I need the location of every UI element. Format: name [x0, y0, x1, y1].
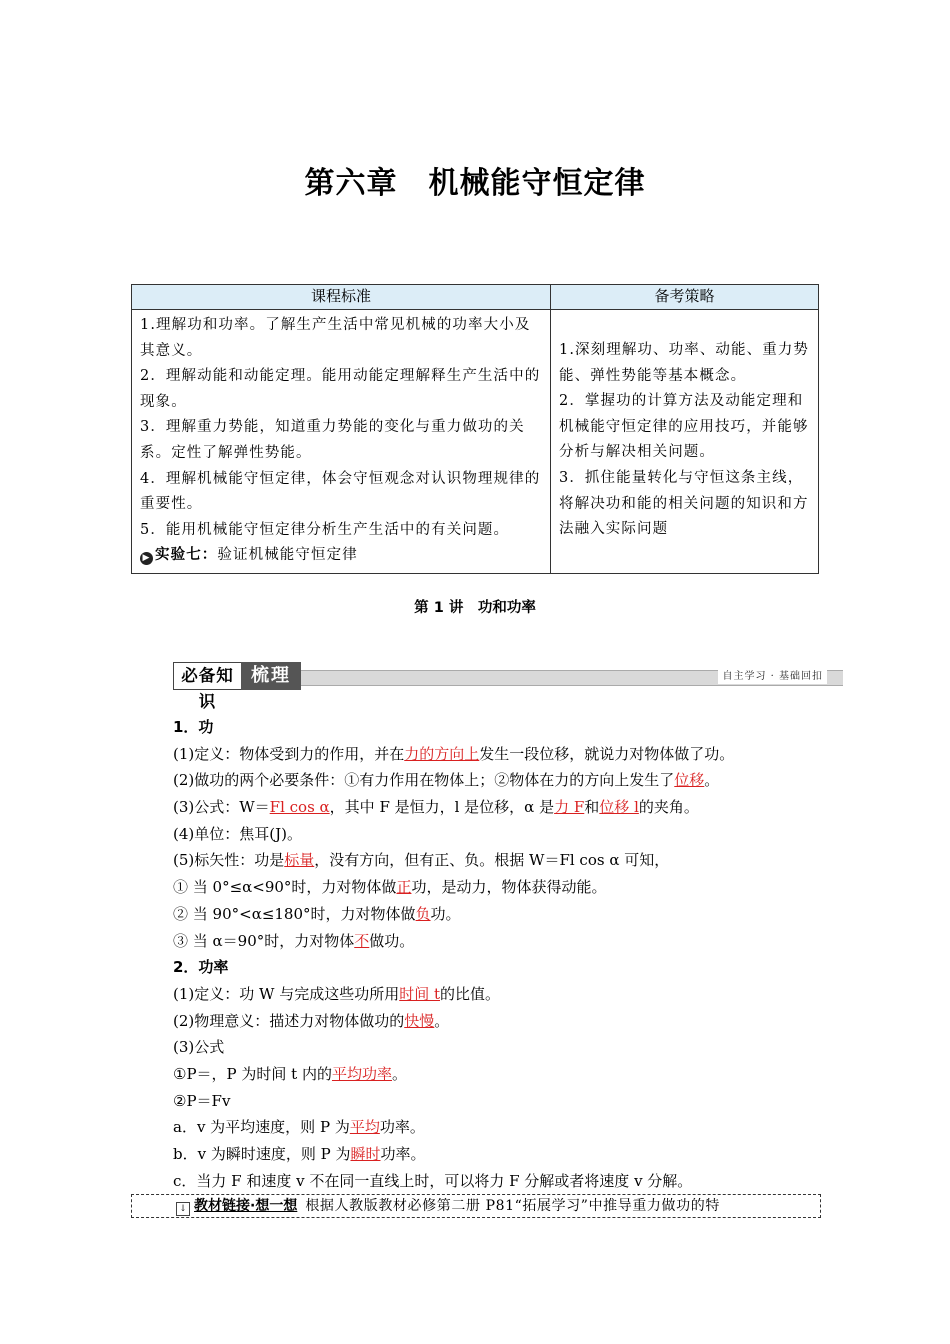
answer-blank: 位移	[674, 771, 705, 790]
curriculum-table	[131, 284, 819, 574]
text-line: (5)标矢性：功是标量，没有方向，但有正、负。根据 W＝Fl cos α 可知，	[173, 851, 670, 870]
text-line: (3)公式	[173, 1038, 225, 1057]
strategy-item: 1.深刻理解功、功率、动能、重力势能、弹性势能等基本概念。	[559, 342, 810, 384]
answer-blank: 平均	[349, 1118, 380, 1137]
answer-blank: 负	[415, 904, 431, 923]
table-header-strategy: 备考策略	[551, 285, 819, 310]
strategy-item: 3．抓住能量转化与守恒这条主线，将解决功和能的相关问题的知识和方法融入实际问题	[559, 469, 809, 538]
lecture-title: 第 1 讲 功和功率	[414, 600, 536, 616]
textbook-link-label: 教材链接·想一想	[194, 1198, 298, 1214]
answer-blank: 标量	[284, 851, 315, 870]
experiment-item	[140, 543, 544, 569]
answer-blank: 位移 l	[599, 798, 639, 817]
answer-blank: 正	[396, 878, 412, 897]
text-line: ② 当 90°<α≤180°时，力对物体做负功。	[173, 904, 461, 923]
section-heading-work: 1．功	[173, 718, 214, 736]
banner-label: 必备知识	[173, 662, 242, 690]
banner-highlight: 梳理	[241, 662, 301, 690]
strategy-cell	[551, 310, 819, 574]
chapter-title: 第六章 机械能守恒定律	[304, 166, 646, 201]
answer-blank: 平均功率	[331, 1064, 392, 1083]
standard-item: 1.理解功和功率。了解生产生活中常见机械的功率大小及其意义。	[140, 317, 531, 359]
textbook-link-text: 根据人教版教材必修第二册 P81“拓展学习”中推导重力做功的特	[305, 1198, 720, 1214]
text-line: a．v 为平均速度，则 P 为平均功率。	[173, 1118, 425, 1137]
textbook-link-box	[131, 1194, 821, 1218]
text-line: (4)单位：焦耳(J)。	[173, 824, 302, 843]
text-line: ②P＝Fv	[173, 1091, 231, 1110]
experiment-label: 实验七：	[155, 547, 218, 564]
strategy-item: 2．掌握功的计算方法及动能定理和机械能守恒定律的应用技巧，并能够分析与解决相关问题。	[559, 393, 809, 461]
text-line: (2)做功的两个必要条件：①有力作用在物体上；②物体在力的方向上发生了位移。	[173, 771, 720, 790]
standard-item: 3．理解重力势能，知道重力势能的变化与重力做功的关系。定性了解弹性势能。	[140, 419, 525, 461]
text-line: ① 当 0°≤α<90°时，力对物体做正功，是动力，物体获得动能。	[173, 878, 607, 897]
answer-blank: 时间 t	[399, 984, 440, 1003]
text-line: c．当力 F 和速度 v 不在同一直线上时，可以将力 F 分解或者将速度 v 分解。	[173, 1171, 693, 1190]
table-header-standard: 课程标准	[132, 285, 551, 310]
content-body	[173, 714, 853, 1194]
play-icon: ▶	[140, 552, 153, 565]
standard-item: 5．能用机械能守恒定律分析生产生活中的有关问题。	[140, 521, 510, 538]
standard-item: 2．理解动能和动能定理。能用动能定理解释生产生活中的现象。	[140, 368, 541, 410]
standard-cell	[132, 310, 551, 574]
text-line: (1)定义：功 W 与完成这些功所用时间 t的比值。	[173, 984, 501, 1003]
text-line: b．v 为瞬时速度，则 P 为瞬时功率。	[173, 1145, 426, 1163]
experiment-text: 验证机械能守恒定律	[217, 547, 358, 564]
section-banner	[173, 662, 843, 711]
answer-blank: 快慢	[404, 1011, 435, 1030]
answer-blank: 力的方向上	[404, 744, 480, 763]
text-line: (1)定义：物体受到力的作用，并在力的方向上发生一段位移，就说力对物体做了功。	[173, 744, 735, 763]
answer-blank: Fl cos α	[269, 798, 330, 817]
text-line: (3)公式：W＝Fl cos α，其中 F 是恒力，l 是位移，α 是力 F和位移 l的夹角。	[173, 798, 699, 817]
standard-item: 4．理解机械能守恒定律，体会守恒观念对认识物理规律的重要性。	[140, 470, 541, 513]
text-line: ①P＝，P 为时间 t 内的平均功率。	[173, 1064, 407, 1083]
text-line: ③ 当 α＝90°时，力对物体不做功。	[173, 931, 415, 950]
banner-subtitle: 自主学习 · 基础回扣	[718, 670, 827, 684]
section-heading-power: 2．功率	[173, 958, 229, 977]
answer-blank: 瞬时	[350, 1145, 381, 1163]
text-line: (2)物理意义：描述力对物体做功的快慢。	[173, 1011, 450, 1030]
download-icon: ↓	[176, 1202, 190, 1216]
answer-blank: 不	[354, 931, 370, 950]
answer-blank: 力 F	[554, 798, 585, 817]
